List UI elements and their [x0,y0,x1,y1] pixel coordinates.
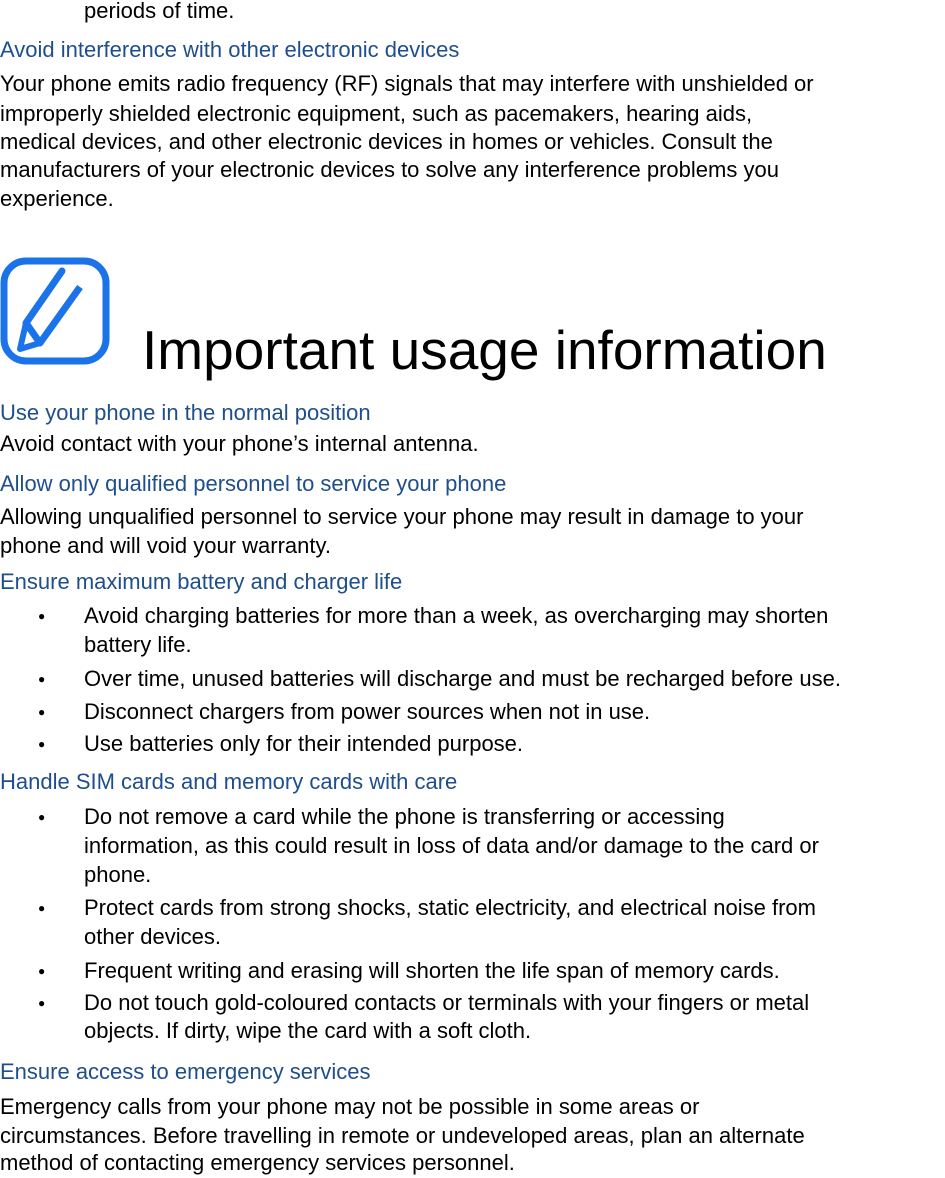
paragraph-line: experience. [0,186,114,211]
paragraph-line: Allowing unqualified personnel to service your phone may result in damage to your [0,504,804,529]
bullet-icon: ● [38,996,46,1010]
bullet-icon: ● [38,609,46,623]
list-item-line: phone. [84,862,152,887]
paragraph-line: Your phone emits radio frequency (RF) signals that may interfere with unshielded or [0,71,814,96]
list-item-line: Do not remove a card while the phone is transferring or accessing [84,804,725,829]
list-item-line: battery life. [84,632,192,657]
list-item-line: Use batteries only for their intended purpose. [84,731,524,756]
paragraph-line: manufacturers of your electronic devices to solve any interference problems you [0,157,779,182]
list-item-line: Do not touch gold-coloured contacts or terminals with your fingers or metal [84,990,810,1015]
paragraph-line: circumstances. Before travelling in remote or undeveloped areas, plan an alternate [0,1123,805,1148]
pen-note-icon [0,257,110,365]
list-item-line: Over time, unused batteries will discharge and must be recharged before use. [84,666,841,691]
paragraph-line: phone and will void your warranty. [0,533,331,558]
bullet-icon: ● [38,672,46,686]
heading-emergency: Ensure access to emergency services [0,1059,371,1084]
list-item-line: Frequent writing and erasing will shorten the life span of memory cards. [84,958,780,983]
paragraph-line: medical devices, and other electronic devices in homes or vehicles. Consult the [0,129,773,154]
paragraph-line: Emergency calls from your phone may not be possible in some areas or [0,1094,700,1119]
heading-battery: Ensure maximum battery and charger life [0,569,403,594]
heading-service: Allow only qualified personnel to service your phone [0,471,507,496]
paragraph-line: Avoid contact with your phone’s internal antenna. [0,431,479,456]
list-item-line: Avoid charging batteries for more than a week, as overcharging may shorten [84,603,829,628]
bullet-icon: ● [38,901,46,915]
continued-text: periods of time. [84,0,235,23]
bullet-icon: ● [38,964,46,978]
list-item-line: Protect cards from strong shocks, static electricity, and electrical noise from [84,895,816,920]
list-item-line: Disconnect chargers from power sources when not in use. [84,699,651,724]
list-item-line: objects. If dirty, wipe the card with a soft cloth. [84,1018,532,1043]
heading-interference: Avoid interference with other electronic devices [0,37,460,62]
bullet-icon: ● [38,810,46,824]
bullet-icon: ● [38,705,46,719]
heading-cards: Handle SIM cards and memory cards with care [0,769,458,794]
list-item-line: information, as this could result in loss of data and/or damage to the card or [84,833,819,858]
chapter-title: Important usage information [142,319,827,381]
bullet-icon: ● [38,737,46,751]
heading-normal-position: Use your phone in the normal position [0,400,371,425]
paragraph-line: method of contacting emergency services personnel. [0,1150,515,1175]
paragraph-line: improperly shielded electronic equipment, such as pacemakers, hearing aids, [0,101,753,126]
list-item-line: other devices. [84,924,221,949]
